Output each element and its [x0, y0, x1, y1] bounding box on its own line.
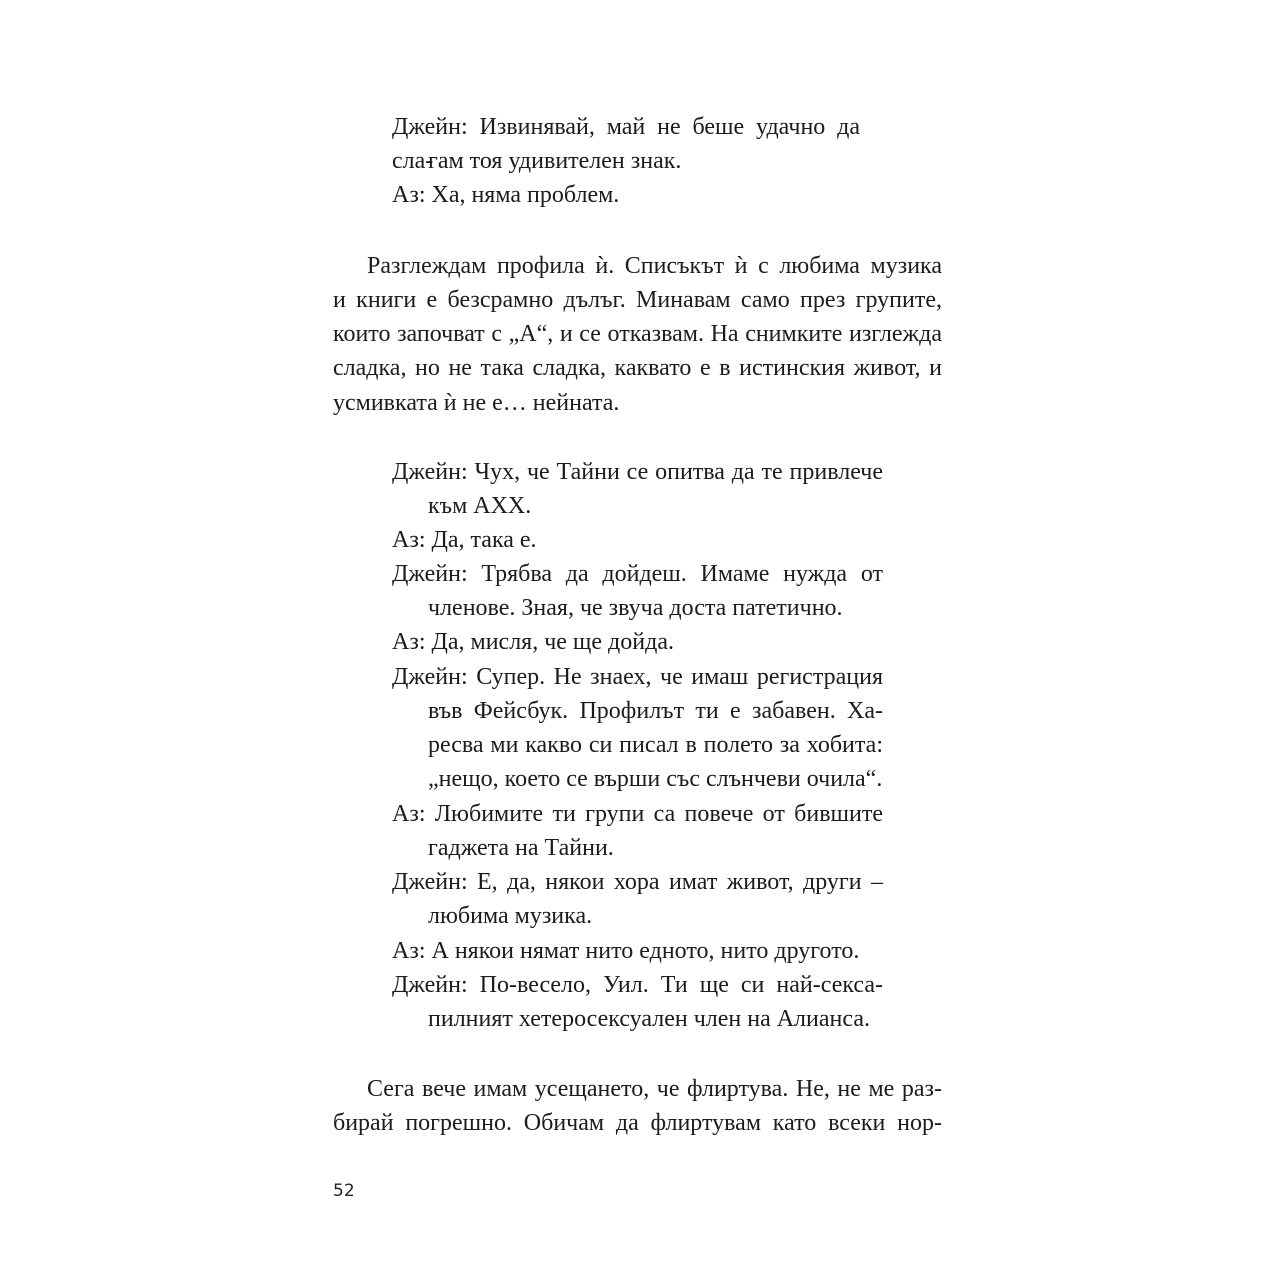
dialogue-line-continuation: във Фейсбук. Профилът ти е забавен. Ха- [428, 698, 883, 724]
dialogue-line-continuation: гам тоя удивителен знак. [428, 148, 682, 174]
dialogue-line-continuation: „нещо, което се върши със слънчеви очила“. [428, 766, 883, 792]
paragraph-line: и книги е безсрамно дълъг. Минавам само през групите, [333, 287, 942, 313]
paragraph-line: Сега вече имам усещането, че флиртува. Не, не ме раз- [367, 1076, 942, 1102]
page-number: 52 [333, 1181, 355, 1201]
paragraph-line: които започват с „А“, и се отказвам. На снимките изглежда [333, 321, 942, 347]
dialogue-line: Аз: Да, мисля, че ще дойда. [392, 629, 674, 655]
dialogue-line-continuation: членове. Зная, че звуча доста патетично. [428, 595, 843, 621]
dialogue-line: Джейн: По-весело, Уил. Ти ще си най-секса- [392, 972, 883, 998]
dialogue-line-continuation: любима музика. [428, 903, 593, 929]
paragraph-line: бирай погрешно. Обичам да флиртувам като всеки нор- [333, 1110, 942, 1136]
dialogue-line: Аз: Да, така е. [392, 527, 537, 553]
dialogue-line-continuation: към АХХ. [428, 493, 532, 519]
paragraph-line: сладка, но не така сладка, каквато е в истинския живот, и [333, 355, 942, 381]
dialogue-line: Джейн: Супер. Не знаех, че имаш регистрация [392, 664, 883, 690]
dialogue-line: Джейн: Извинявай, май не беше удачно да сла- [392, 114, 860, 174]
dialogue-line: Аз: Любимите ти групи са повече от бившите [392, 801, 883, 827]
paragraph-line: усмивката ѝ не е… нейната. [333, 390, 620, 416]
dialogue-line: Аз: Ха, няма проблем. [392, 182, 620, 208]
dialogue-line: Джейн: Е, да, някои хора имат живот, други – [392, 869, 883, 895]
dialogue-line: Джейн: Трябва да дойдеш. Имаме нужда от [392, 561, 883, 587]
dialogue-line-continuation: ресва ми какво си писал в полето за хобита: [428, 732, 883, 758]
dialogue-line: Джейн: Чух, че Тайни се опитва да те привлече [392, 459, 883, 485]
paragraph-line: Разглеждам профила ѝ. Списъкът ѝ с любима музика [367, 253, 942, 279]
dialogue-line: Аз: А някои нямат нито едното, нито другото. [392, 938, 860, 964]
dialogue-line-continuation: гаджета на Тайни. [428, 835, 614, 861]
dialogue-line-continuation: пилният хетеросексуален член на Алианса. [428, 1006, 870, 1032]
